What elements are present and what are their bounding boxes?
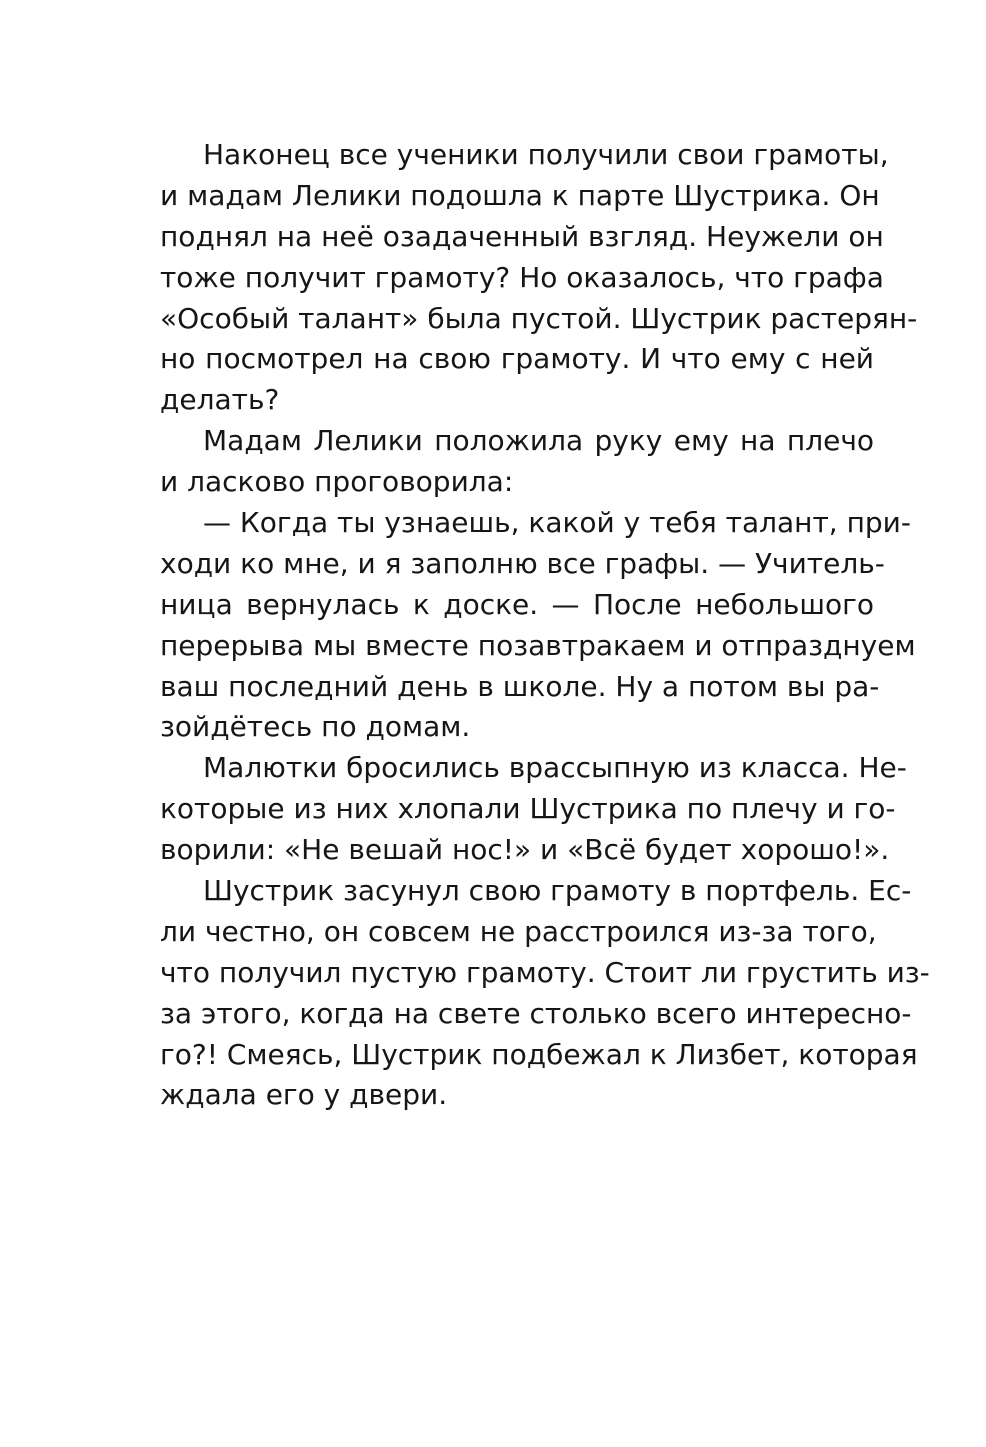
paragraph-2 — [160, 421, 874, 503]
text-line: зойдётесь по домам. — [160, 710, 471, 744]
text-line: за этого, когда на свете столько всего интересно- — [160, 996, 912, 1030]
paragraph-4 — [160, 748, 907, 871]
text-line: ница вернулась к доске. — После небольшого — [160, 587, 874, 621]
text-line: «Особый талант» была пустой. Шустрик растерян- — [160, 301, 918, 335]
body-text — [160, 135, 930, 1116]
text-line: поднял на неё озадаченный взгляд. Неужели он — [160, 219, 884, 253]
text-line: ваш последний день в школе. Ну а потом вы ра- — [160, 669, 880, 703]
text-line: го?! Смеясь, Шустрик подбежал к Лизбет, которая — [160, 1037, 918, 1071]
text-line: Малютки бросились врассыпную из класса. Не- — [203, 751, 907, 785]
text-line: перерыва мы вместе позавтракаем и отпразднуем — [160, 628, 916, 662]
text-line: Мадам Лелики положила руку ему на плечо — [203, 424, 874, 458]
text-line: ходи ко мне, и я заполню все графы. — Учитель- — [160, 546, 885, 580]
text-line: ли честно, он совсем не расстроился из-за того, — [160, 914, 877, 948]
text-line: которые из них хлопали Шустрика по плечу и го- — [160, 792, 896, 826]
text-line: делать? — [160, 383, 280, 417]
text-line: тоже получит грамоту? Но оказалось, что графа — [160, 260, 884, 294]
text-line: — Когда ты узнаешь, какой у тебя талант, при- — [203, 506, 911, 540]
text-line: Шустрик засунул свою грамоту в портфель. Ес- — [203, 874, 912, 908]
text-line: Наконец все ученики получили свои грамоты, — [203, 138, 889, 171]
paragraph-1 — [160, 135, 918, 421]
text-line: ждала его у двери. — [160, 1078, 448, 1112]
text-line: ворили: «Не вешай нос!» и «Всё будет хорошо!». — [160, 833, 890, 867]
text-line: и ласково проговорила: — [160, 465, 514, 499]
text-line: но посмотрел на свою грамоту. И что ему с ней — [160, 342, 874, 376]
text-line: и мадам Лелики подошла к парте Шустрика. Он — [160, 178, 880, 212]
paragraph-3 — [160, 503, 916, 748]
paragraph-5 — [160, 871, 930, 1116]
text-line: что получил пустую грамоту. Стоит ли грустить из- — [160, 955, 930, 989]
